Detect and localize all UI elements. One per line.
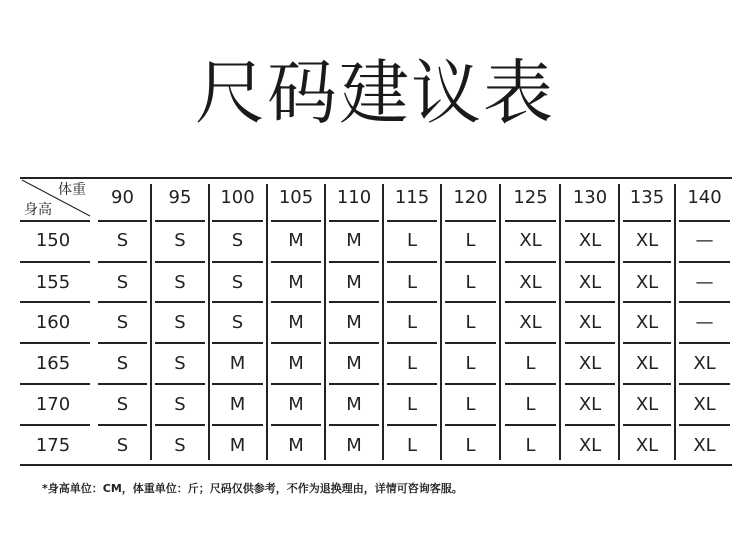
size-cell: XL: [693, 394, 716, 415]
row-divider: [98, 261, 147, 263]
row-divider: [329, 383, 379, 385]
row-divider: [445, 342, 496, 344]
row-divider: [155, 301, 205, 303]
height-row-header: 160: [35, 312, 71, 333]
row-divider: [505, 424, 556, 426]
size-cell: M: [229, 353, 246, 374]
row-divider: [98, 220, 147, 222]
size-cell: —: [695, 272, 714, 293]
row-divider: [212, 383, 263, 385]
row-divider: [445, 383, 496, 385]
size-cell: L: [406, 272, 418, 293]
row-divider: [565, 424, 615, 426]
row-divider: [445, 261, 496, 263]
row-divider: [505, 220, 556, 222]
size-cell: S: [116, 353, 129, 374]
row-divider: [212, 220, 263, 222]
row-divider: [505, 301, 556, 303]
size-cell: M: [288, 272, 304, 293]
height-row-header: 175: [35, 435, 71, 456]
row-divider: [20, 220, 90, 222]
size-cell: S: [116, 435, 129, 456]
row-divider: [98, 301, 147, 303]
row-divider: [565, 383, 615, 385]
size-cell: XL: [578, 312, 602, 333]
size-cell: M: [229, 394, 246, 415]
row-divider: [623, 261, 671, 263]
size-cell: XL: [635, 353, 659, 374]
size-cell: M: [346, 394, 362, 415]
size-cell: XL: [578, 435, 602, 456]
row-divider: [679, 424, 730, 426]
row-divider: [20, 261, 90, 263]
weight-column-header: 100: [220, 187, 255, 208]
row-divider: [155, 424, 205, 426]
size-cell: XL: [635, 435, 659, 456]
row-divider: [271, 220, 321, 222]
size-cell: L: [406, 353, 418, 374]
row-divider: [329, 342, 379, 344]
size-cell: S: [231, 312, 244, 333]
row-divider: [271, 261, 321, 263]
size-cell: L: [406, 230, 418, 251]
size-cell: M: [229, 435, 246, 456]
size-cell: XL: [578, 353, 602, 374]
row-divider: [329, 424, 379, 426]
size-cell: XL: [693, 353, 716, 374]
row-divider: [679, 220, 730, 222]
weight-column-header: 115: [394, 187, 430, 208]
size-cell: M: [288, 230, 304, 251]
row-divider: [329, 301, 379, 303]
size-cell: L: [465, 353, 476, 374]
size-cell: L: [465, 312, 476, 333]
size-cell: —: [695, 312, 714, 333]
weight-column-header: 105: [278, 187, 314, 208]
size-cell: M: [346, 312, 362, 333]
row-divider: [623, 424, 671, 426]
size-cell: S: [116, 230, 129, 251]
size-cell: XL: [635, 312, 659, 333]
table-top-border: [20, 177, 732, 179]
weight-column-header: 110: [336, 187, 372, 208]
size-cell: S: [174, 272, 186, 293]
row-divider: [212, 424, 263, 426]
weight-column-header: 140: [687, 187, 722, 208]
size-cell: M: [346, 230, 362, 251]
size-cell: XL: [693, 435, 716, 456]
size-cell: XL: [635, 272, 659, 293]
row-divider: [623, 383, 671, 385]
row-divider: [212, 261, 263, 263]
size-cell: L: [406, 312, 418, 333]
row-divider: [98, 424, 147, 426]
size-cell: M: [346, 272, 362, 293]
row-divider: [155, 261, 205, 263]
size-cell: L: [525, 435, 536, 456]
size-cell: S: [174, 312, 186, 333]
size-cell: —: [695, 230, 714, 251]
row-divider: [271, 383, 321, 385]
size-cell: XL: [578, 230, 602, 251]
row-divider: [212, 301, 263, 303]
size-cell: M: [288, 312, 304, 333]
weight-column-header: 120: [453, 187, 488, 208]
row-divider: [20, 383, 90, 385]
row-divider: [20, 301, 90, 303]
weight-header: 体重: [58, 182, 86, 198]
row-divider: [623, 342, 671, 344]
row-divider: [505, 383, 556, 385]
height-row-header: 165: [35, 353, 71, 374]
size-cell: L: [465, 230, 476, 251]
page-title: 尺码建议表: [195, 52, 555, 134]
row-divider: [20, 342, 90, 344]
size-cell: M: [288, 435, 304, 456]
row-divider: [505, 342, 556, 344]
row-divider: [387, 220, 437, 222]
size-cell: L: [406, 435, 418, 456]
height-row-header: 150: [35, 230, 71, 251]
row-divider: [329, 220, 379, 222]
size-cell: S: [174, 394, 186, 415]
row-divider: [98, 342, 147, 344]
height-row-header: 170: [35, 394, 71, 415]
size-cell: L: [465, 435, 476, 456]
weight-column-header: 125: [513, 187, 548, 208]
size-cell: M: [346, 435, 362, 456]
row-divider: [155, 383, 205, 385]
size-cell: XL: [519, 230, 542, 251]
size-cell: S: [174, 230, 186, 251]
row-divider: [20, 424, 90, 426]
size-cell: XL: [635, 394, 659, 415]
row-divider: [271, 301, 321, 303]
row-divider: [679, 301, 730, 303]
row-divider: [155, 342, 205, 344]
row-divider: [679, 342, 730, 344]
row-divider: [623, 301, 671, 303]
row-divider: [387, 342, 437, 344]
size-cell: M: [346, 353, 362, 374]
size-cell: S: [116, 394, 129, 415]
size-cell: S: [231, 230, 244, 251]
footnote: *身高单位：CM，体重单位：斤；尺码仅供参考，不作为退换理由，详情可咨询客服。: [42, 482, 463, 495]
size-cell: S: [174, 353, 186, 374]
row-divider: [271, 424, 321, 426]
size-cell: S: [116, 312, 129, 333]
size-cell: L: [525, 353, 536, 374]
row-divider: [445, 424, 496, 426]
height-header: 身高: [24, 202, 52, 218]
size-cell: L: [406, 394, 418, 415]
row-divider: [155, 220, 205, 222]
column-divider: [559, 184, 561, 460]
size-cell: L: [525, 394, 536, 415]
weight-column-header: 135: [629, 187, 665, 208]
size-cell: XL: [578, 272, 602, 293]
size-cell: XL: [635, 230, 659, 251]
weight-column-header: 90: [111, 187, 134, 208]
row-divider: [387, 424, 437, 426]
row-divider: [445, 220, 496, 222]
size-cell: XL: [578, 394, 602, 415]
row-divider: [329, 261, 379, 263]
row-divider: [565, 301, 615, 303]
table-bottom-border: [20, 464, 732, 466]
row-divider: [505, 261, 556, 263]
size-cell: XL: [519, 272, 542, 293]
row-divider: [679, 261, 730, 263]
row-divider: [565, 342, 615, 344]
size-cell: S: [174, 435, 186, 456]
height-row-header: 155: [35, 272, 71, 293]
column-divider: [499, 184, 501, 460]
row-divider: [387, 301, 437, 303]
row-divider: [212, 342, 263, 344]
row-divider: [387, 383, 437, 385]
row-divider: [679, 383, 730, 385]
size-cell: M: [288, 394, 304, 415]
row-divider: [387, 261, 437, 263]
size-cell: S: [231, 272, 244, 293]
row-divider: [565, 220, 615, 222]
row-divider: [98, 383, 147, 385]
size-cell: L: [465, 394, 476, 415]
row-divider: [445, 301, 496, 303]
row-divider: [565, 261, 615, 263]
size-cell: S: [116, 272, 129, 293]
weight-column-header: 95: [168, 187, 192, 208]
size-cell: L: [465, 272, 476, 293]
weight-column-header: 130: [572, 187, 608, 208]
row-divider: [271, 342, 321, 344]
size-cell: XL: [519, 312, 542, 333]
size-cell: M: [288, 353, 304, 374]
row-divider: [623, 220, 671, 222]
